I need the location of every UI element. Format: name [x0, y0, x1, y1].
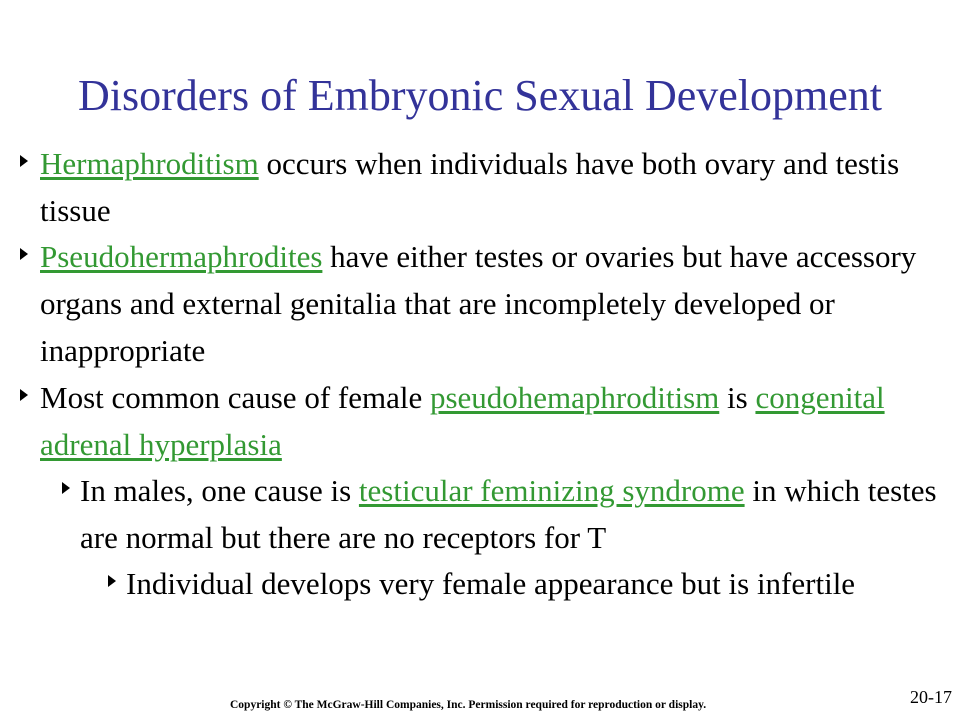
slide-number: 20-17: [910, 687, 952, 707]
bullet-arrow-icon: [20, 155, 28, 167]
hermaphroditism-link[interactable]: Hermaphroditism: [40, 146, 259, 181]
bullet-text: Most common cause of female: [40, 380, 430, 415]
bullet-text: In males, one cause is: [80, 473, 359, 508]
pseudohemaphroditism-link[interactable]: pseudohemaphroditism: [429, 380, 720, 415]
bullet-hermaphroditism: [40, 140, 940, 234]
bullet-individual-develops: [126, 560, 916, 607]
copyright-notice: Copyright © The McGraw-Hill Companies, Inc. Permission required for reproduction or display.: [230, 699, 707, 711]
congenital-adrenal-hyperplasia-link[interactable]: congenital adrenal hyperplasia: [40, 380, 885, 462]
bullet-text: in which testes are normal but there are no receptors for T: [80, 473, 937, 555]
testicular-feminizing-syndrome-link[interactable]: testicular feminizing syndrome: [358, 473, 745, 508]
slide-title: Disorders of Embryonic Sexual Development: [77, 71, 883, 120]
bullet-text: Individual develops very female appearance but is infertile: [126, 566, 856, 601]
bullet-arrow-icon: [108, 575, 116, 587]
bullet-text: have either testes or ovaries but have accessory organs and external genitalia that are incompletely developed or inappropriate: [40, 239, 917, 368]
bullet-text: is: [719, 380, 756, 415]
bullet-arrow-icon: [20, 389, 28, 401]
bullet-text: occurs when individuals have both ovary and testis tissue: [40, 146, 900, 228]
bullet-arrow-icon: [20, 248, 28, 260]
bullet-male-cause: [80, 467, 940, 561]
bullet-arrow-icon: [62, 482, 70, 494]
bullet-pseudohermaphrodites: [40, 233, 945, 374]
bullet-female-cause: [40, 374, 920, 468]
pseudohermaphrodites-link[interactable]: Pseudohermaphrodites: [40, 239, 323, 274]
